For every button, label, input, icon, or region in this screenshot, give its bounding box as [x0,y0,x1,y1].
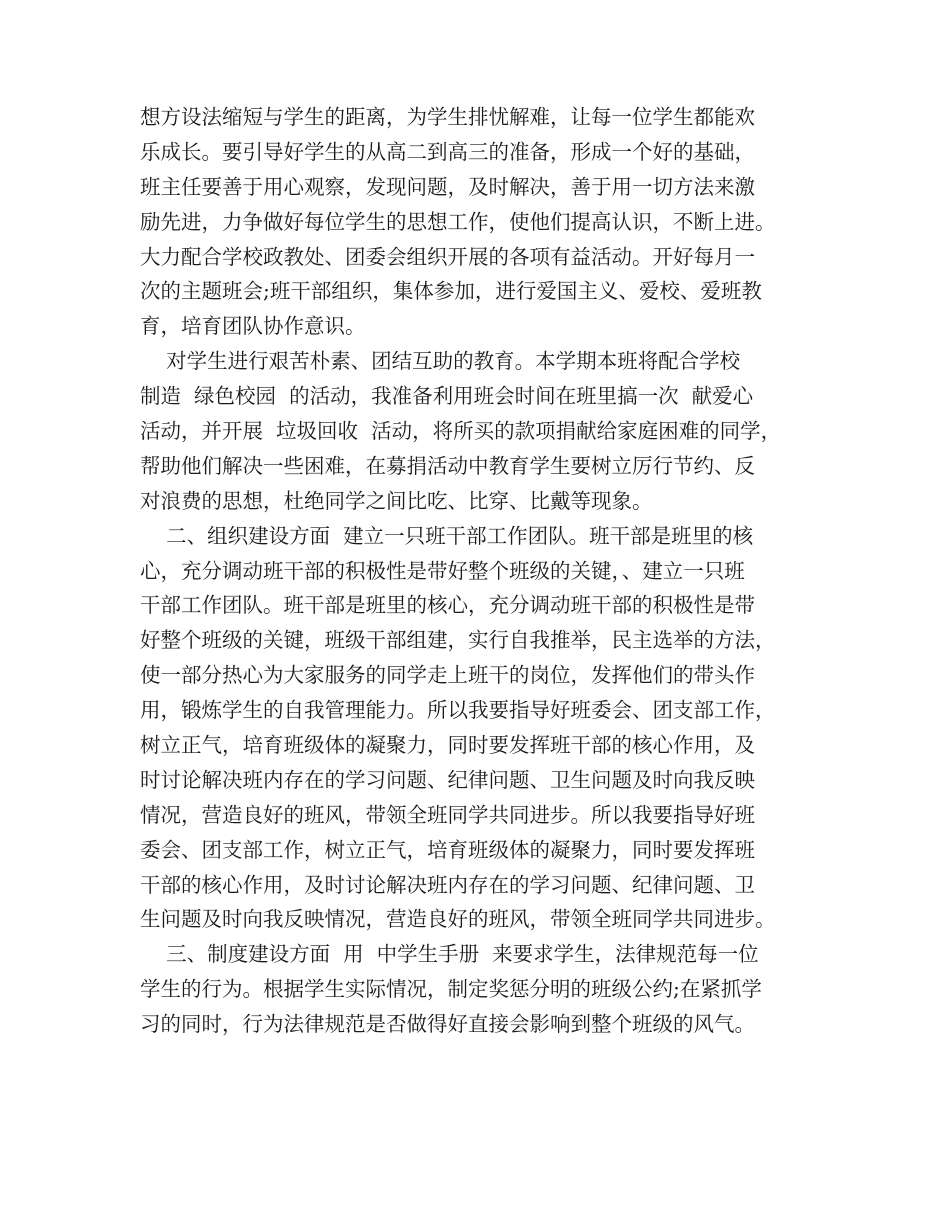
text-line: 想方设法缩短与学生的距离，为学生排忧解难，让每一位学生都能欢 [140,105,755,129]
text-line: 时讨论解决班内存在的学习问题、纪律问题、卫生问题及时向我反映 [140,767,755,792]
document-body [140,100,810,1042]
text-line: 对学生进行艰苦朴素、团结互助的教育。本学期本班将配合学校 [140,349,741,374]
text-line: 育，培育团队协作意识。 [140,314,366,339]
text-line: 干部的核心作用，及时讨论解决班内存在的学习问题、纪律问题、卫 [140,872,755,897]
text-line: 学生的行为。根据学生实际情况，制定奖惩分明的班级公约;在紧抓学 [140,977,762,1002]
text-line: 制造 绿色校园 的活动，我准备利用班会时间在班里搞一次 献爱心 [140,384,754,409]
text-line: 帮助他们解决一些困难，在募捐活动中教育学生要树立厉行节约、反 [140,453,755,478]
text-line: 树立正气，培育班级体的凝聚力，同时要发挥班干部的核心作用，及 [140,733,755,758]
text-line: 对浪费的思想，杜绝同学之间比吃、比穿、比戴等现象。 [140,488,653,513]
text-line: 班主任要善于用心观察，发现问题，及时解决，善于用一切方法来激 [140,174,755,199]
text-line: 生问题及时向我反映情况，营造良好的班风，带领全班同学共同进步。 [140,907,776,932]
text-line: 干部工作团队。班干部是班里的核心，充分调动班干部的积极性是带 [140,593,755,618]
text-line: 大力配合学校政教处、团委会组织开展的各项有益活动。开好每月一 [140,244,755,269]
text-line: 乐成长。要引导好学生的从高二到高三的准备，形成一个好的基础， [140,139,755,164]
text-line: 委会、团支部工作，树立正气，培育班级体的凝聚力，同时要发挥班 [140,837,755,862]
text-line: 次的主题班会;班干部组织，集体参加，进行爱国主义、爱校、爱班教 [140,279,762,304]
text-line: 励先进，力争做好每位学生的思想工作，使他们提高认识，不断上进。 [140,209,776,234]
text-line: 三、制度建设方面 用 中学生手册 来要求学生，法律规范每一位 [140,942,759,967]
text-line: 情况，营造良好的班风，带领全班同学共同进步。所以我要指导好班 [140,802,755,827]
text-line: 心，充分调动班干部的积极性是带好整个班级的关键，、建立一只班 [140,558,745,583]
text-line: 用，锻炼学生的自我管理能力。所以我要指导好班委会、团支部工作， [140,698,776,723]
text-line: 好整个班级的关键，班级干部组建，实行自我推举，民主选举的方法， [140,628,776,653]
text-line: 活动，并开展 垃圾回收 活动，将所买的款项捐献给家庭困难的同学， [140,419,782,444]
text-line: 二、组织建设方面 建立一只班干部工作团队。班干部是班里的核 [140,523,754,548]
text-line: 使一部分热心为大家服务的同学走上班干的岗位，发挥他们的带头作 [140,663,755,688]
text-line: 习的同时，行为法律规范是否做得好直接会影响到整个班级的风气。 [140,1012,755,1037]
